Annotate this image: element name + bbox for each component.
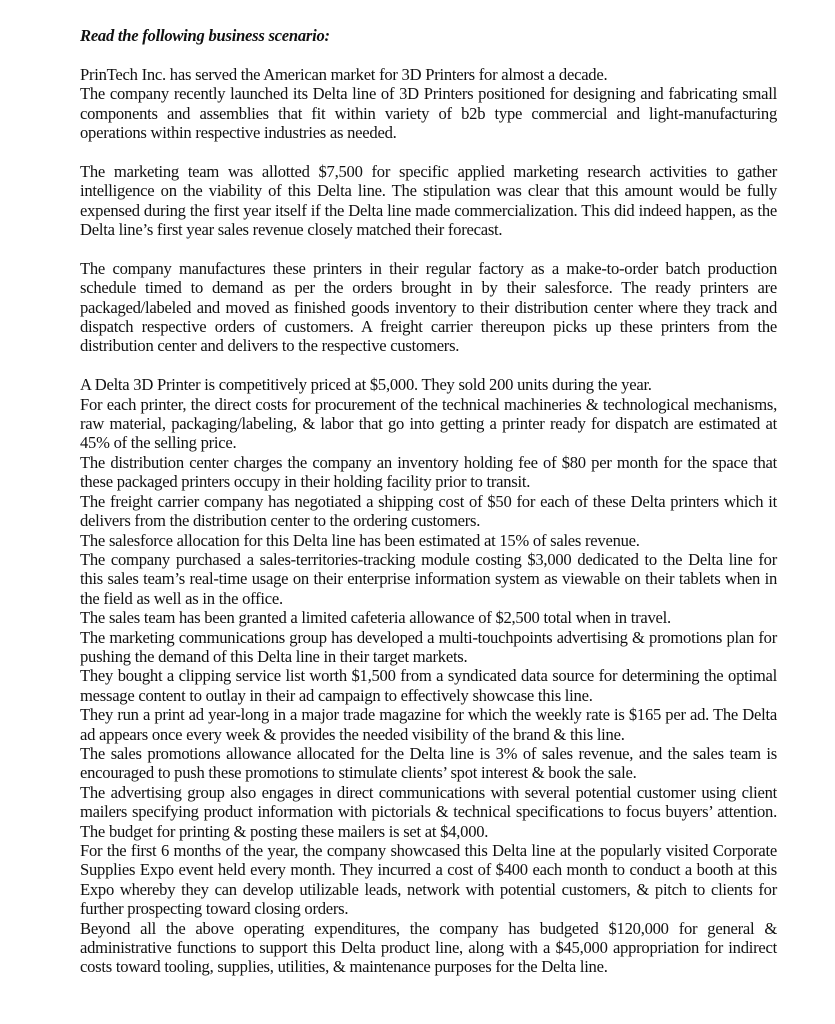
scenario-document <box>80 26 777 996</box>
sentence-print-ad: They run a print ad year-long in a major trade magazine for which the weekly rate is $165 per ad. The Delta ad appears once every week & provides the needed visibility of the brand & this line. <box>80 705 777 744</box>
paragraph-marketing-research <box>80 162 777 240</box>
sentence-cafeteria-allowance: The sales team has been granted a limited cafeteria allowance of $2,500 total when in travel. <box>80 608 671 628</box>
sentence-expo-booth: For the first 6 months of the year, the company showcased this Delta line at the popularly visited Corporate Supplies Expo event held every month. They incurred a cost of $400 each month to conduct a booth at this Expo whereby they can develop utilizable leads, network with potential customers, & pitch to clients for further prospecting toward closing orders. <box>80 841 777 919</box>
sentence-delta-launch: The company recently launched its Delta line of 3D Printers positioned for designing and fabricating small components and assemblies that fit within variety of b2b type commercial and light-manufacturing operations within respective industries as needed. <box>80 84 777 143</box>
paragraph-company-intro <box>80 65 777 143</box>
sentence-tracking-module: The company purchased a sales-territories-tracking module costing $3,000 dedicated to the Delta line for this sales team’s real-time usage on their enterprise information system as viewable on their tablets when in the field as well as in the office. <box>80 549 777 608</box>
sentence-salesforce-allocation: The salesforce allocation for this Delta line has been estimated at 15% of sales revenue. <box>80 530 640 550</box>
sentence-manufacturing-process: The company manufactures these printers in their regular factory as a make-to-order batch production schedule timed to demand as per the orders brought in by their salesforce. The ready printers are packaged/labeled and moved as finished goods inventory to their distribution center where they track and dispatch respective orders of customers. A freight carrier thereupon picks up these printers from the distribution center and delivers to the respective customers. <box>80 258 777 356</box>
sentence-pricing: A Delta 3D Printer is competitively priced at $5,000. They sold 200 units during the year. <box>80 375 652 395</box>
sentence-research-budget: The marketing team was allotted $7,500 for specific applied marketing research activities to gather intelligence on the viability of this Delta line. The stipulation was clear that this amount would be fully expensed during the first year itself if the Delta line made commercialization. This did indeed happen, as the Delta line’s first year sales revenue closely matched their forecast. <box>80 161 777 240</box>
document-heading: Read the following business scenario: <box>80 26 330 45</box>
sentence-company-history: PrinTech Inc. has served the American market for 3D Printers for almost a decade. <box>80 64 608 84</box>
sentence-ga-indirect-costs: Beyond all the above operating expenditures, the company has budgeted $120,000 for general & administrative functions to support this Delta product line, along with a $45,000 appropriation for indirect costs toward tooling, supplies, utilities, & maintenance purposes for the Delta line. <box>80 918 777 977</box>
sentence-sales-promotions: The sales promotions allowance allocated for the Delta line is 3% of sales revenue, and the sales team is encouraged to push these promotions to stimulate clients’ spot interest & book the sale. <box>80 743 777 783</box>
paragraph-manufacturing <box>80 259 777 356</box>
sentence-marcom-plan: The marketing communications group has developed a multi-touchpoints advertising & promotions plan for pushing the demand of this Delta line in their target markets. <box>80 627 777 666</box>
sentence-clipping-service: They bought a clipping service list worth $1,500 from a syndicated data source for determining the optimal message content to outlay in their ad campaign to effectively showcase this line. <box>80 666 777 705</box>
sentence-shipping-cost: The freight carrier company has negotiated a shipping cost of $50 for each of these Delta printers which it delivers from the distribution center to the ordering customers. <box>80 491 777 531</box>
sentence-client-mailers: The advertising group also engages in direct communications with several potential customer using client mailers specifying product information with pictorials & technical specifications to focus buyers’ attention. The budget for printing & posting these mailers is set at $4,000. <box>80 782 777 841</box>
sentence-holding-fee: The distribution center charges the company an inventory holding fee of $80 per month for the space that these packaged printers occupy in their holding facility prior to transit. <box>80 452 777 492</box>
sentence-direct-costs: For each printer, the direct costs for procurement of the technical machineries & technological mechanisms, raw material, packaging/labeling, & labor that go into getting a printer ready for dispatch are estimated at 45% of the selling price. <box>80 394 777 453</box>
paragraph-costs <box>80 375 777 977</box>
